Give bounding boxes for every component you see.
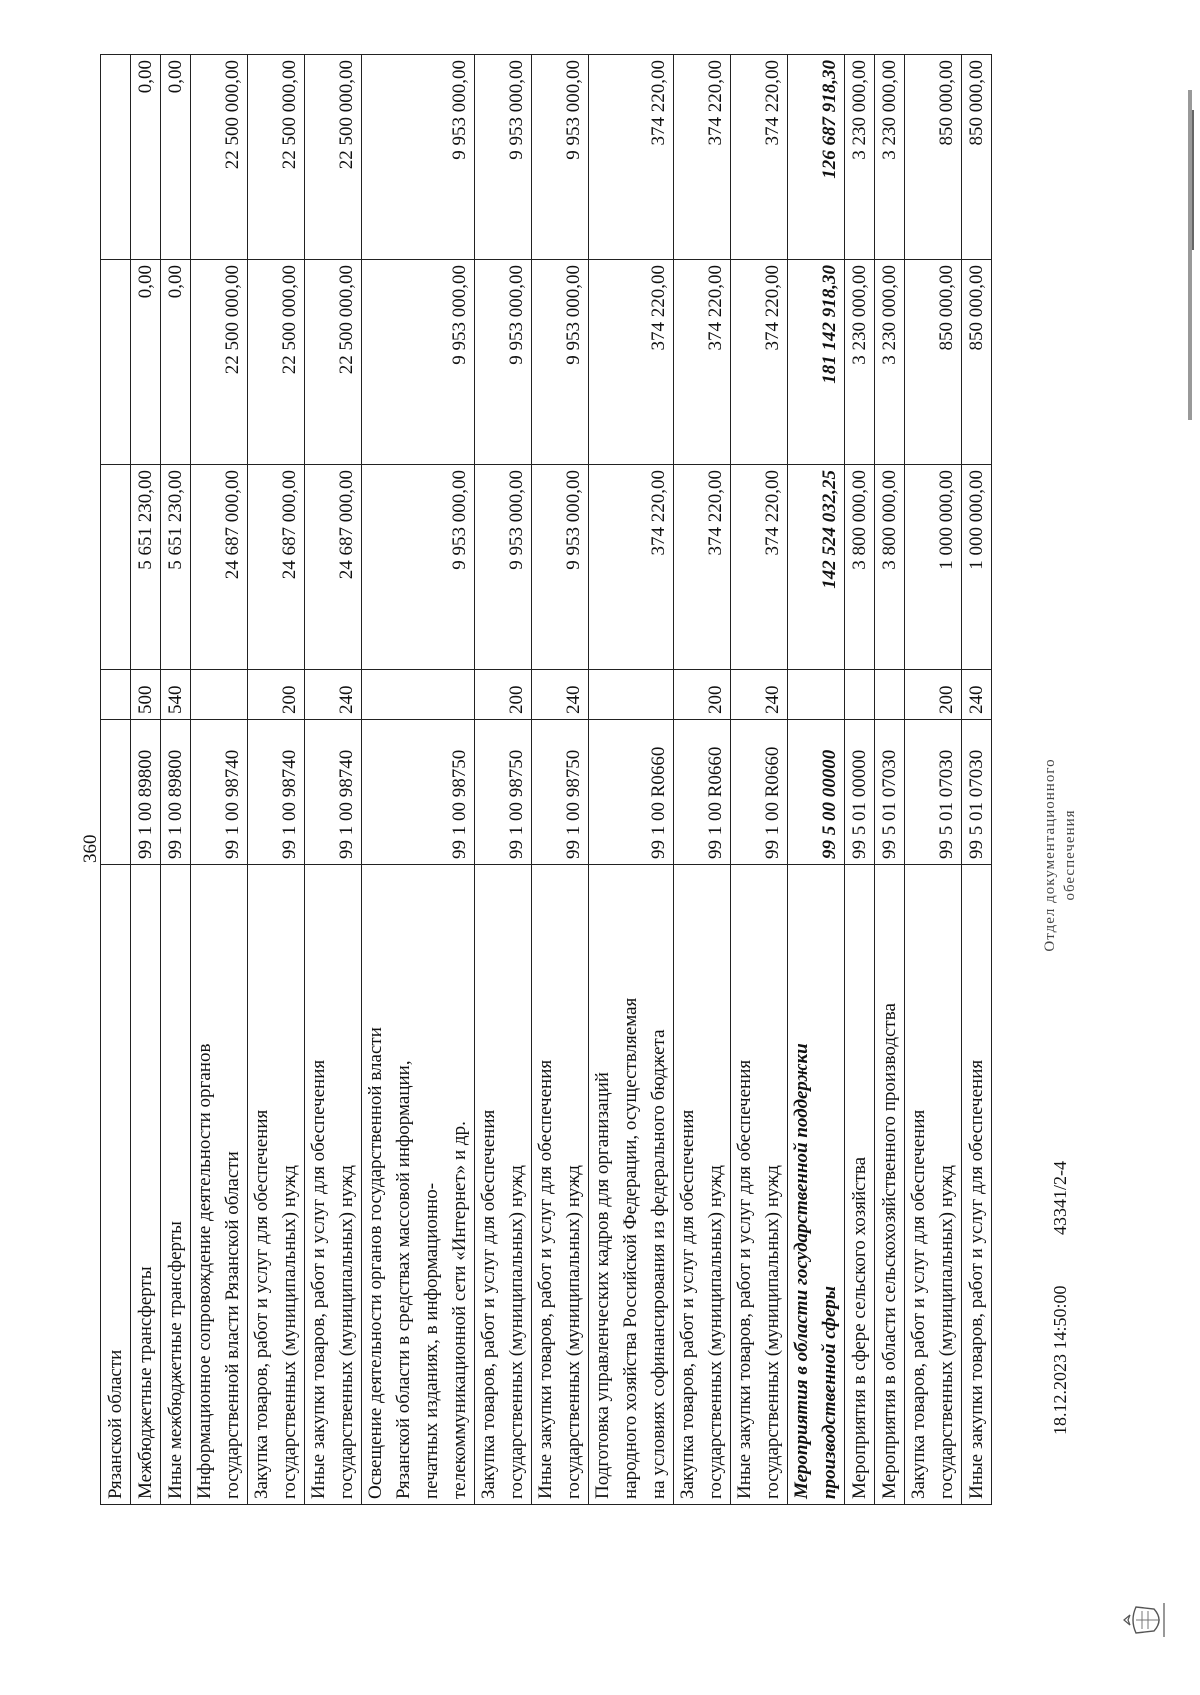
row-amount-2-cell: 850 000,00 xyxy=(905,260,962,465)
row-amount-3-cell: 3 230 000,00 xyxy=(875,55,905,260)
row-amount-2-cell: 22 500 000,00 xyxy=(191,260,248,465)
row-amount-2-cell: 374 220,00 xyxy=(731,260,788,465)
row-vr-cell: 200 xyxy=(905,670,962,720)
row-code-cell: 99 5 01 07030 xyxy=(905,720,962,865)
row-amount-3-cell: 850 000,00 xyxy=(962,55,992,260)
table-row xyxy=(589,55,674,1505)
row-amount-1-cell: 24 687 000,00 xyxy=(248,465,305,670)
row-amount-1-cell: 1 000 000,00 xyxy=(962,465,992,670)
row-amount-2-cell: 0,00 xyxy=(161,260,191,465)
row-name-cell: Закупка товаров, работ и услуг для обеспечения государственных (муниципальных) нужд xyxy=(248,865,305,1505)
row-name-cell: Иные закупки товаров, работ и услуг для обеспечения xyxy=(962,865,992,1505)
table-row xyxy=(191,55,248,1505)
table-row xyxy=(101,55,131,1505)
row-amount-3-cell: 850 000,00 xyxy=(905,55,962,260)
page-number: 360 xyxy=(80,834,101,863)
row-amount-2-cell xyxy=(101,260,131,465)
table-row xyxy=(674,55,731,1505)
row-code-cell: 99 5 00 00000 xyxy=(788,720,845,865)
footer-doc-number: 43341/2-4 xyxy=(1050,1161,1070,1235)
row-vr-cell xyxy=(589,670,674,720)
row-code-cell: 99 5 01 07030 xyxy=(962,720,992,865)
row-vr-cell xyxy=(191,670,248,720)
row-name-cell: Закупка товаров, работ и услуг для обеспечения государственных (муниципальных) нужд xyxy=(674,865,731,1505)
row-amount-3-cell: 126 687 918,30 xyxy=(788,55,845,260)
row-amount-3-cell: 374 220,00 xyxy=(674,55,731,260)
row-amount-1-cell: 5 651 230,00 xyxy=(131,465,161,670)
row-vr-cell: 500 xyxy=(131,670,161,720)
row-amount-2-cell: 850 000,00 xyxy=(962,260,992,465)
budget-table-body xyxy=(101,55,992,1505)
row-amount-2-cell: 22 500 000,00 xyxy=(248,260,305,465)
row-amount-1-cell xyxy=(101,465,131,670)
table-row xyxy=(905,55,962,1505)
row-amount-3-cell: 22 500 000,00 xyxy=(248,55,305,260)
row-amount-3-cell xyxy=(101,55,131,260)
row-amount-2-cell: 0,00 xyxy=(131,260,161,465)
row-code-cell: 99 1 00 98740 xyxy=(191,720,248,865)
row-name-cell: Мероприятия в области государственной поддержки производственной сферы xyxy=(788,865,845,1505)
table-row xyxy=(161,55,191,1505)
row-code-cell xyxy=(101,720,131,865)
row-amount-1-cell: 142 524 032,25 xyxy=(788,465,845,670)
row-vr-cell: 240 xyxy=(731,670,788,720)
row-amount-1-cell: 374 220,00 xyxy=(589,465,674,670)
row-vr-cell: 540 xyxy=(161,670,191,720)
row-code-cell: 99 1 00 98750 xyxy=(362,720,475,865)
footer-date: 18.12.2023 14:50:00 xyxy=(1050,1285,1070,1435)
stamp-line-1: Отдел документационного xyxy=(1042,758,1058,952)
row-code-cell: 99 1 00 98750 xyxy=(532,720,589,865)
row-amount-3-cell: 22 500 000,00 xyxy=(305,55,362,260)
row-name-cell: Иные межбюджетные трансферты xyxy=(161,865,191,1505)
row-vr-cell: 240 xyxy=(532,670,589,720)
row-amount-3-cell: 374 220,00 xyxy=(589,55,674,260)
row-name-cell: Информационное сопровождение деятельности органов государственной власти Рязанской области xyxy=(191,865,248,1505)
budget-table xyxy=(100,54,992,1505)
row-name-cell: Мероприятия в области сельскохозяйственного производства xyxy=(875,865,905,1505)
row-code-cell: 99 1 00 89800 xyxy=(161,720,191,865)
row-amount-1-cell: 24 687 000,00 xyxy=(305,465,362,670)
stamp-line-2: обеспечения xyxy=(1062,809,1078,901)
row-name-cell: Закупка товаров, работ и услуг для обеспечения государственных (муниципальных) нужд xyxy=(905,865,962,1505)
table-row xyxy=(248,55,305,1505)
table-row xyxy=(362,55,475,1505)
row-amount-2-cell: 3 230 000,00 xyxy=(845,260,875,465)
row-name-cell: Закупка товаров, работ и услуг для обеспечения государственных (муниципальных) нужд xyxy=(475,865,532,1505)
row-amount-2-cell: 22 500 000,00 xyxy=(305,260,362,465)
row-code-cell: 99 5 01 00000 xyxy=(845,720,875,865)
row-amount-1-cell: 374 220,00 xyxy=(731,465,788,670)
table-row xyxy=(788,55,845,1505)
table-row xyxy=(532,55,589,1505)
row-name-cell: Иные закупки товаров, работ и услуг для обеспечения государственных (муниципальных) нужд xyxy=(532,865,589,1505)
row-name-cell: Подготовка управленческих кадров для организаций народного хозяйства Российской Федерации, осуществляемая на условиях софинансирования из федерального бюджета xyxy=(589,865,674,1505)
row-name-cell: Рязанской области xyxy=(101,865,131,1505)
row-code-cell: 99 1 00 98750 xyxy=(475,720,532,865)
row-amount-2-cell: 9 953 000,00 xyxy=(532,260,589,465)
table-row xyxy=(305,55,362,1505)
row-amount-1-cell: 9 953 000,00 xyxy=(362,465,475,670)
row-name-cell: Мероприятия в сфере сельского хозяйства xyxy=(845,865,875,1505)
coat-of-arms-icon xyxy=(1120,1597,1170,1643)
row-code-cell: 99 1 00 R0660 xyxy=(731,720,788,865)
row-amount-1-cell: 24 687 000,00 xyxy=(191,465,248,670)
table-row xyxy=(962,55,992,1505)
row-name-cell: Иные закупки товаров, работ и услуг для обеспечения государственных (муниципальных) нужд xyxy=(305,865,362,1505)
row-vr-cell xyxy=(788,670,845,720)
row-code-cell: 99 5 01 07030 xyxy=(875,720,905,865)
table-row xyxy=(875,55,905,1505)
row-vr-cell xyxy=(101,670,131,720)
table-row xyxy=(731,55,788,1505)
row-amount-3-cell: 9 953 000,00 xyxy=(532,55,589,260)
department-stamp xyxy=(1040,725,1080,985)
row-amount-3-cell: 9 953 000,00 xyxy=(475,55,532,260)
row-amount-1-cell: 3 800 000,00 xyxy=(875,465,905,670)
row-vr-cell xyxy=(362,670,475,720)
row-amount-2-cell: 9 953 000,00 xyxy=(475,260,532,465)
row-amount-2-cell: 374 220,00 xyxy=(589,260,674,465)
row-vr-cell: 200 xyxy=(248,670,305,720)
row-code-cell: 99 1 00 98740 xyxy=(248,720,305,865)
row-amount-2-cell: 374 220,00 xyxy=(674,260,731,465)
row-amount-1-cell: 1 000 000,00 xyxy=(905,465,962,670)
row-amount-3-cell: 3 230 000,00 xyxy=(845,55,875,260)
row-code-cell: 99 1 00 R0660 xyxy=(674,720,731,865)
table-row xyxy=(475,55,532,1505)
row-amount-2-cell: 9 953 000,00 xyxy=(362,260,475,465)
row-amount-1-cell: 5 651 230,00 xyxy=(161,465,191,670)
row-amount-1-cell: 9 953 000,00 xyxy=(532,465,589,670)
row-name-cell: Иные закупки товаров, работ и услуг для обеспечения государственных (муниципальных) нужд xyxy=(731,865,788,1505)
table-row xyxy=(845,55,875,1505)
row-amount-3-cell: 9 953 000,00 xyxy=(362,55,475,260)
row-vr-cell: 200 xyxy=(475,670,532,720)
row-code-cell: 99 1 00 98740 xyxy=(305,720,362,865)
row-vr-cell: 240 xyxy=(305,670,362,720)
row-vr-cell xyxy=(875,670,905,720)
row-name-cell: Межбюджетные трансферты xyxy=(131,865,161,1505)
row-amount-3-cell: 0,00 xyxy=(131,55,161,260)
row-amount-1-cell: 9 953 000,00 xyxy=(475,465,532,670)
row-amount-1-cell: 3 800 000,00 xyxy=(845,465,875,670)
row-vr-cell: 240 xyxy=(962,670,992,720)
row-code-cell: 99 1 00 R0660 xyxy=(589,720,674,865)
row-amount-3-cell: 374 220,00 xyxy=(731,55,788,260)
row-code-cell: 99 1 00 89800 xyxy=(131,720,161,865)
row-vr-cell xyxy=(845,670,875,720)
row-name-cell: Освещение деятельности органов государственной власти Рязанской области в средствах массовой информации, печатных изданиях, в информационно- телекоммуникационной сети «Интернет» и др. xyxy=(362,865,475,1505)
table-row xyxy=(131,55,161,1505)
row-amount-2-cell: 181 142 918,30 xyxy=(788,260,845,465)
row-vr-cell: 200 xyxy=(674,670,731,720)
row-amount-3-cell: 22 500 000,00 xyxy=(191,55,248,260)
row-amount-3-cell: 0,00 xyxy=(161,55,191,260)
row-amount-2-cell: 3 230 000,00 xyxy=(875,260,905,465)
row-amount-1-cell: 374 220,00 xyxy=(674,465,731,670)
scan-edge-mark xyxy=(1192,110,1194,250)
